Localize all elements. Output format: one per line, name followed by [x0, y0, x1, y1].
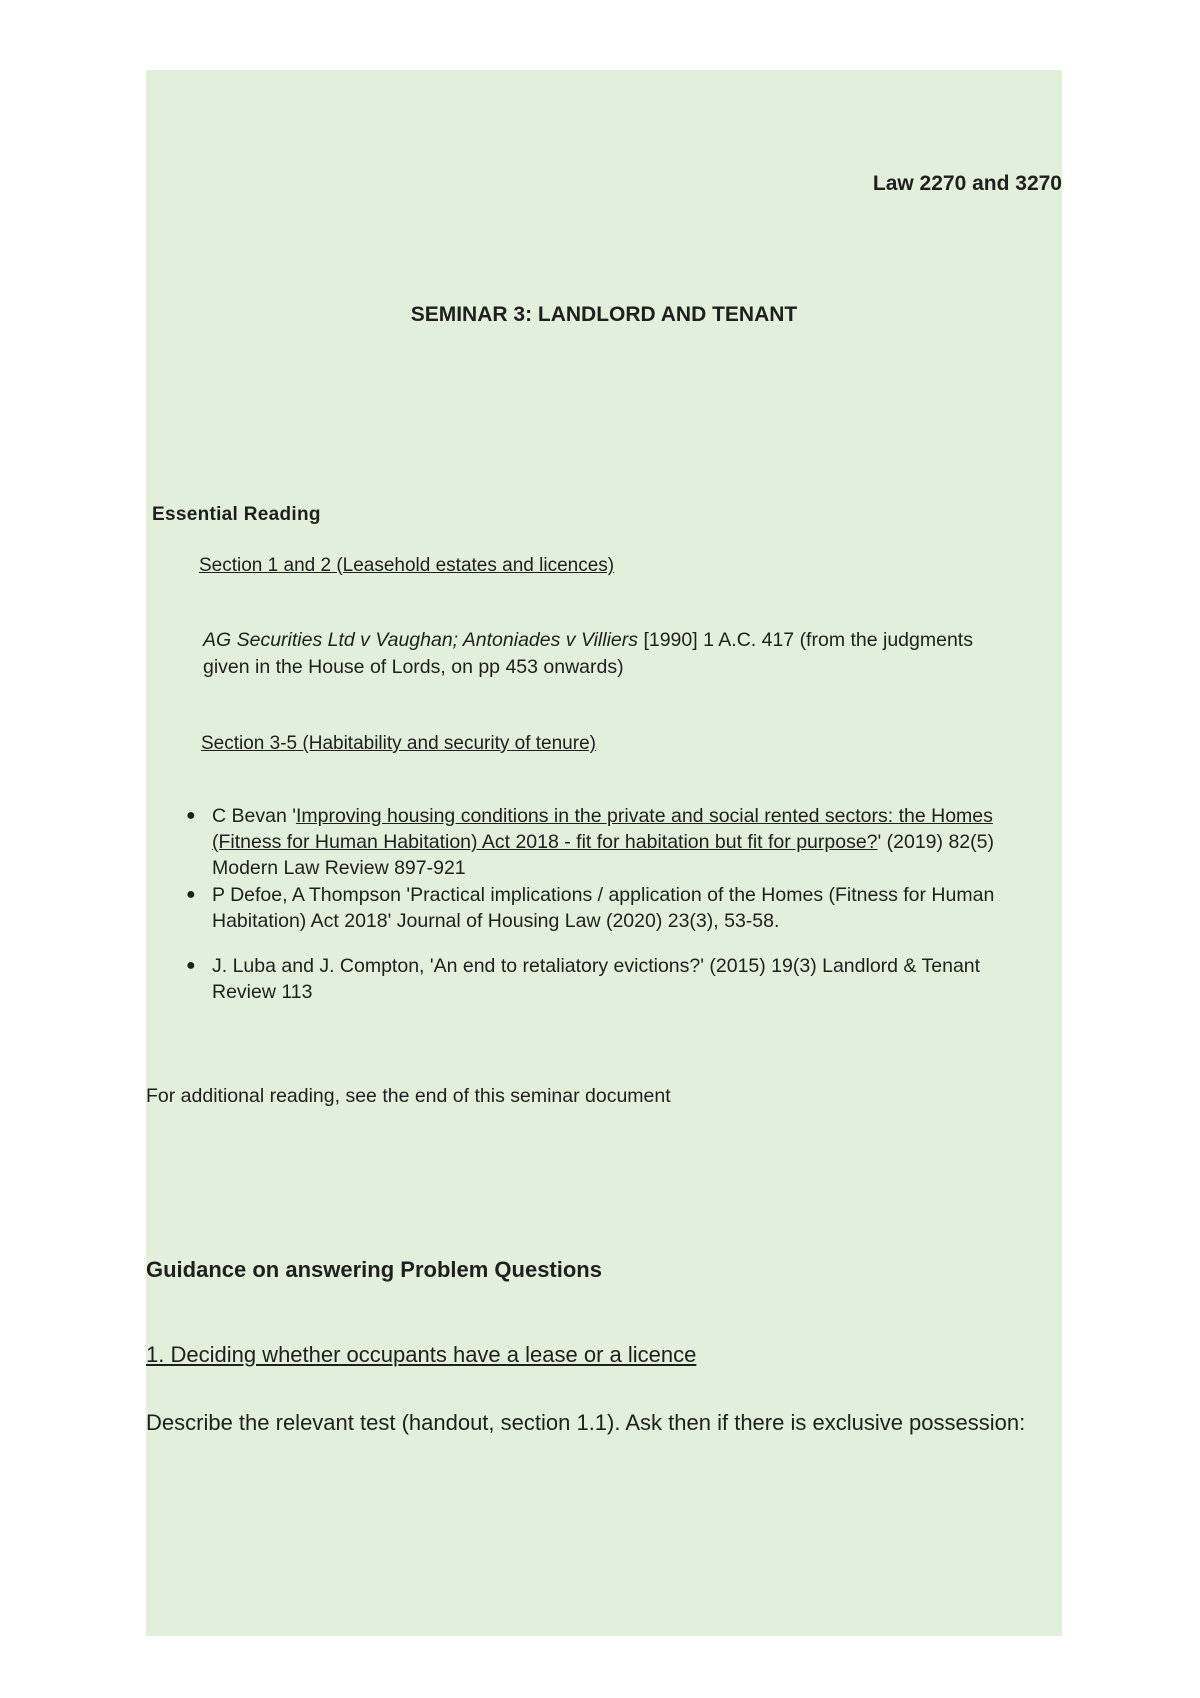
document-page	[146, 70, 1062, 1636]
page-title: SEMINAR 3: LANDLORD AND TENANT	[410, 303, 798, 326]
case-citation: [1990] 1 A.C. 417 (from the judgments given in the House of Lords, on pp 453 onwards)	[203, 629, 973, 678]
item-text: P Defoe, A Thompson 'Practical implications / application of the Homes (Fitness for Human Habitation) Act 2018' Journal of Housing Law (2020) 23(3), 53-58.	[212, 884, 995, 932]
item-prefix: C Bevan '	[212, 805, 296, 827]
question-1-text: Describe the relevant test (handout, section 1.1). Ask then if there is exclusive possession:	[146, 1410, 1026, 1435]
item-suffix: ' (2019) 82(5) Modern Law Review 897-921	[212, 831, 994, 879]
question-1-heading: 1. Deciding whether occupants have a lease or a licence	[146, 1342, 697, 1367]
section-3-5-heading: Section 3-5 (Habitability and security of tenure)	[201, 733, 596, 754]
bullet-icon: ●	[186, 807, 196, 824]
course-code: Law 2270 and 3270	[872, 172, 1062, 195]
case-reference	[203, 627, 1003, 681]
essential-reading-heading: Essential Reading	[152, 504, 321, 525]
bullet-icon: ●	[186, 957, 196, 974]
case-name: AG Securities Ltd v Vaughan; Antoniades v Villiers	[203, 629, 639, 651]
additional-reading-note: For additional reading, see the end of this seminar document	[146, 1085, 671, 1107]
article-link[interactable]: Improving housing conditions in the private and social rented sectors: the Homes (Fitness for Human Habitation) Act 2018 - fit for habitation but fit for purpose?	[212, 805, 993, 853]
section-1-2-heading: Section 1 and 2 (Leasehold estates and licences)	[199, 555, 615, 576]
guidance-heading: Guidance on answering Problem Questions	[146, 1257, 602, 1282]
item-text: J. Luba and J. Compton, 'An end to retaliatory evictions?' (2015) 19(3) Landlord & Tenant Review 113	[212, 955, 981, 1003]
bullet-icon: ●	[186, 886, 196, 903]
